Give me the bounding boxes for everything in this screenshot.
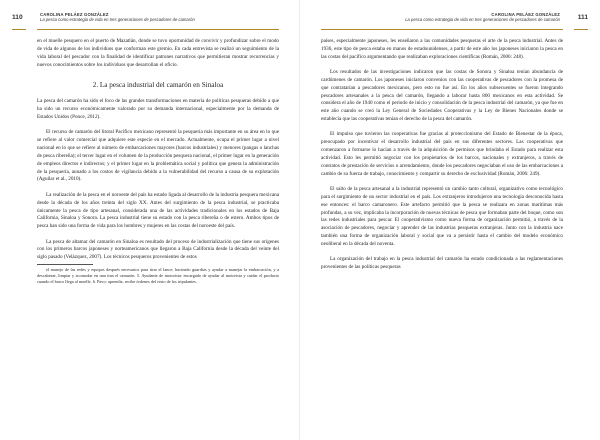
header-rule <box>321 29 563 30</box>
body-text <box>321 38 563 272</box>
header-rule <box>37 29 279 30</box>
running-head-author: CAROLINA PELÁEZ GONZÁLEZ <box>40 12 109 17</box>
page-number: 111 <box>577 14 588 21</box>
header-rule-short <box>12 29 26 30</box>
running-head <box>40 12 195 23</box>
running-head-subtitle: La pesca como estrategia de vida en tres generaciones de pescadores de camarón <box>405 17 560 23</box>
running-head-subtitle: La pesca como estrategia de vida en tres generaciones de pescadores de camarón <box>40 17 195 23</box>
footnote: el manejo de las redes y equipos después necesarios para tirar el lance; haciendo guardias y ayudar a manejar la embarcación, y a descabezar, limpiar y acomodar en una tina el camarón. 5. Ayudante de motorista: encargado de ayudar al motorista y cuidar el producto cuando el barco llega al muelle. 6. Pavo: aprendiz, recibe órdenes del resto de los tripulantes. <box>37 266 279 285</box>
page-number: 110 <box>12 14 23 21</box>
footnote-rule <box>37 264 93 265</box>
body-text <box>37 38 279 285</box>
paragraph: La organización del trabajo en la pesca industrial del camarón ha estado condicionada a las reglamentaciones provenientes de las políticas pesqueras <box>321 256 563 271</box>
section-heading: 2. La pesca industrial del camarón en Sinaloa <box>92 81 224 90</box>
paragraph: en el muelle pesquero en el puerto de Mazatlán, donde se tuvo oportunidad de convivir y profundizar sobre el modo de vida de algunos de los individuos que conforman este gremio. En cada entrevista se realizó un seguimiento de la vida laboral del pescador con la finalidad de identificar patrones narrativos que permitieran mostrar recurrencias y nuevos conocimientos sobre los individuos que desarrollan el oficio. <box>37 38 279 68</box>
paragraph: El impulso que tuvieron las cooperativas fue gracias al proteccionismo del Estado de Bienestar de la época, preocupado por incentivar el desarrollo industrial del país en sus diferentes sectores. Las cooperativas que comenzaron a formarse lo hacían a través de la adquisición de permisos que brindaba el Estado para realizar esta actividad. Esto les permitió negociar con los propietarios de los barcos, nacionales y extranjeros, a través de contratos de prestación de servicios o arrendamiento, donde los pescadores negociaban el uso de las embarcaciones a cambio de su fuerza de trabajo, conocimiento y compartir su derecho de exclusividad (Román, 2006: 249). <box>321 131 563 177</box>
paragraph: países, especialmente japoneses, les enseñaron a las comunidades pesqueras el arte de la pesca industrial. Antes de 1936, este tipo de pesca estaba en manos de estadounidenses, a partir de este año los japoneses iniciaron la pesca en las costas del pacífico argumentando que realizaban exploraciones científicas (Román, 2006: 248). <box>321 38 563 60</box>
paragraph: La pesca de altamar del camarón en Sinaloa es resultado del proceso de industrialización que tiene sus orígenes con los primeros barcos japoneses y norteamericanos que llegaron a Baja California desde la década del veinte del siglo pasado (Velázquez, 2007). Los técnicos pesqueros provenientes de estos <box>37 238 279 261</box>
paragraph: Los resultados de las investigaciones indicaron que las costas de Sonora y Sinaloa tenían abundancia de cardúmenes de camarón. Los japoneses iniciaron convenios con las cooperativas de pescadores con la promesa de que contratarían a pescadores mexicanos, pero esto no fue así. En los años subsecuentes se fueron integrando pescadores artesanales a la pesca del camarón, llegando a laborar hasta 800 mexicanos en esta actividad. Se considera el año de 1940 como el periodo de inicio y consolidación de la pesca industrial del camarón, ya que fue en este año cuando se creó la Ley General de Sociedades Cooperativas y la Ley de Bienes Nacionales donde se establecía que las cooperativas tenían el derecho de la pesca del camarón. <box>321 69 563 123</box>
header-rule-short <box>574 29 588 30</box>
paragraph: La pesca del camarón ha sido el foco de las grandes transformaciones en materia de políticas pesqueras debido a que ha sido un recurso económicamente valorado por su demanda internacional, especialmente por la demanda de Estados Unidos (Ponce, 2012). <box>37 98 279 121</box>
right-page <box>300 0 600 440</box>
paragraph: El salto de la pesca artesanal a la industrial representó un cambio tanto cultural, organizativo como tecnológico para el surgimiento de un sector industrial en el país. Los extranjeros introdujeron una tecnología desconocida hasta ese entonces: el barco camaronero. Este artefacto permitió que la pesca se realizara en zonas marítimas más profundas, a su vez, implicaba la incorporación de nuevas técnicas de pesca que formaban parte del buque, como son las redes industriales para pescar. El cooperativismo como nueva forma de organización permitió, a través de la asociación de pescadores, negociar y aprender de las industrias pesqueras extranjeras. Junto con la industria nace también una forma de organización laboral y social que va a persistir hasta el cambio del modelo económico neoliberal en la década del noventa. <box>321 186 563 247</box>
paragraph: La realización de la pesca en el noroeste del país ha estado ligada al desarrollo de la industria pesquera mexicana desde la década de los años treinta del siglo XX. Antes del surgimiento de la pesca industrial, se practicaba únicamente la pesca de tipo artesanal, considerada una de las actividades tradicionales en los estados de Baja California, Sinaloa y Sonora. La pesca industrial tiene su estado con la pesca ribereña o de estero. Ambos tipos de pesca han sido una forma de vida para los hombres y mujeres en las costas del noroeste del país. <box>37 191 279 230</box>
running-head <box>405 12 560 23</box>
running-head-author: CAROLINA PELÁEZ GONZÁLEZ <box>491 12 560 17</box>
paragraph: El recurso de camarón del litoral Pacífico mexicano representó la pesquería más importante en su área en lo que se refiere al valor comercial que adquiere este especie en el mercado. Actualmente, ocupa el primer lugar a nivel nacional en lo que se refiere al número de embarcaciones mayores (barcos industriales) y menores (pangas o lanchas de pesca ribereña); el tercer lugar en el volumen de la producción pesquera nacional, el primer lugar en la generación de empleos directos e indirectos; y el primer lugar en la problemática social y política que genera la administración de la pesquería, aunado a los costos de vigilancia debido a la vulnerabilidad del recurso a causa de su explotación (Aguilar et al., 2010). <box>37 129 279 183</box>
